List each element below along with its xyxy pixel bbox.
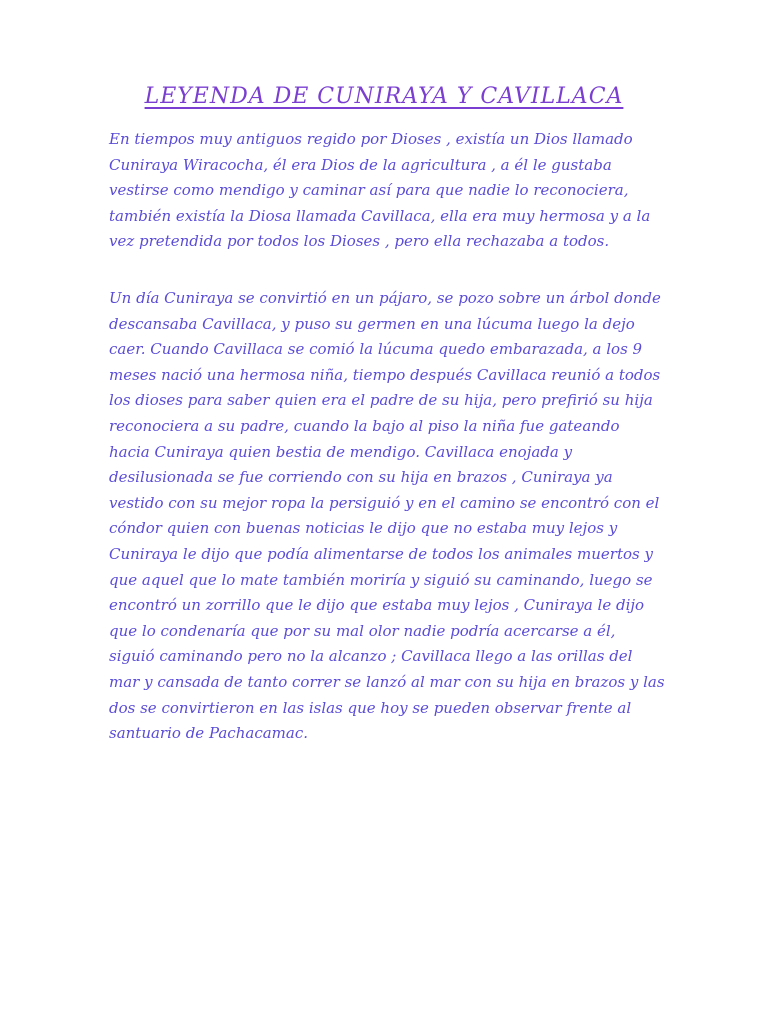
document-title: LEYENDA DE CUNIRAYA Y CAVILLACA: [144, 84, 624, 109]
paragraph-1: En tiempos muy antiguos regido por Dioses , existía un Dios llamado Cuniraya Wiracocha, él era Dios de la agricultura , a él le gustaba vestirse como mendigo y caminar así para que nadie lo reconociera, también existía la Diosa llamada Cavillaca, ella era muy hermosa y a la vez pretendida por todos los Dioses , pero ella rechazaba a todos.: [109, 130, 651, 251]
paragraph-2: Un día Cuniraya se convirtió en un pájaro, se pozo sobre un árbol donde descansaba Cavillaca, y puso su germen en una lúcuma luego la dejo caer. Cuando Cavillaca se comió la lúcuma quedo embarazada, a los 9 meses nació una hermosa niña, tiempo después Cavillaca reunió a todos los dioses para saber quien era el padre de su hija, pero prefirió su hija reconociera a su padre, cuando la bajo al piso la niña fue gateando hacia Cuniraya quien bestia de mendigo. Cavillaca enojada y desilusionada se fue corriendo con su hija en brazos , Cuniraya ya vestido con su mejor ropa la persiguió y en el camino se encontró con el cóndor quien con buenas noticias le dijo que no estaba muy lejos y Cuniraya le dijo que podía alimentarse de todos los animales muertos y que aquel que lo mate también moriría y siguió su caminando, luego se encontró un zorrillo que le dijo que estaba muy lejos , Cuniraya le dijo que lo condenaría que por su mal olor nadie podría acercarse a él, siguió caminando pero no la alcanzo ; Cavillaca llego a las orillas del mar y cansada de tanto correr se lanzó al mar con su hija en brazos y las dos se convirtieron en las islas que hoy se pueden observar frente al santuario de Pachacamac.: [109, 289, 665, 743]
